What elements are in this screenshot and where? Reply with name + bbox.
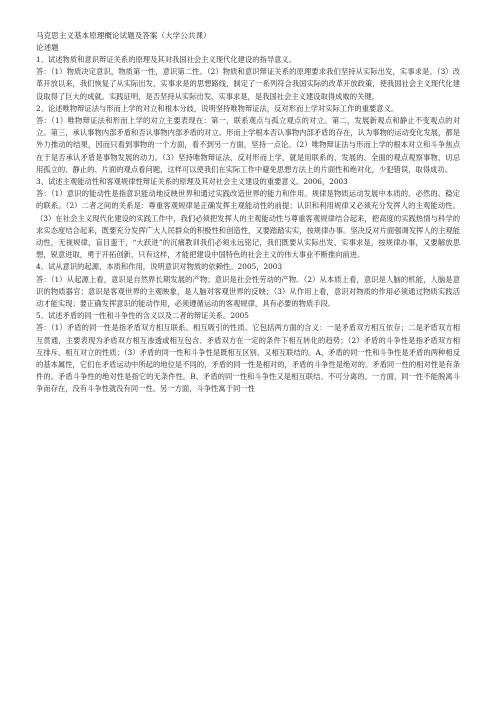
question-2: 2、论述唯物辩证法与形而上学的对立和根本分歧，说明坚持唯物辩证法，反对形而上学对实际工作的重要意义。 (36, 103, 399, 113)
answer-3: 答：（1）意识的能动性是指意识能动地反映世界和通过实践改造世界的能力和作用。规律是物质运动发展中本质的、必然的、稳定的联系。（2）二者之间的关系是：尊重客观规律是正确发挥主观能动性的前提；认识和利用规律又必须充分发挥人的主观能动性。（3）在社会主义现代化建设的实践工作中，我们必须把发挥人的主观能动性与尊重客观规律结合起来，把高度的实践热情与科学的求实态度结合起来，既要充分发挥广大人民群众的积极性和创造性，又要踏踏实实，按规律办事。坚决反对片面强调发挥人的主观能动性，无视规律，盲目蛮干，“大跃进”的沉痛教训我们必须永远铭记，我们既要从实际出发、实事求是，按规律办事，又要解放思想，锐意进取，勇于开拓创新，只有这样，才能把建设中国特色的社会主义的伟大事业不断推向前进。 (36, 189, 460, 260)
document-title: 马克思主义基本原理概论试题及答案（大学公共课） (36, 31, 211, 40)
question-1: 1、试述物质和意识辩证关系的原理及其对我国社会主义现代化建设的指导意义。 (36, 55, 297, 64)
question-4: 4、试从意识的起源、本质和作用，说明意识对物质的依赖性。2005，2003 (36, 262, 283, 272)
answer-2: 答：（1）唯物辩证法和形而上学的对立主要表现在：第一，联系观点与孤立观点的对立。第二，发展新观点和静止不变观点的对立。第三，承认事物内部矛盾和否认事物内部矛盾的对立。形而上学根本否认事物内部矛盾的存在，认为事物的运动变化发展，都是外力推动的结果，因而只看到事物的一个方面，看不到另一方面，坚持一点论。（2）唯物辩证法与形而上学的根本对立和斗争焦点在于是否承认矛盾是事物发展的动力。（3）坚持唯物辩证法，反对形而上学，就是用联系的、发展的、全面的观点观察事物，切忌用孤立的、静止的、片面的观点看问题，这样可以使我们在实际工作中避免思想方法上的片面性和绝对化，少犯错误，取得成功。 (36, 116, 460, 174)
section-heading: 论述题 (36, 43, 59, 52)
question-5: 5、试述矛盾的同一性和斗争性的含义以及二者的辩证关系。2005 (36, 311, 249, 321)
question-3: 3、试述主观能动性和客观规律性辩证关系的原理及其对社会主义建设的重要意义。2006，2003 (36, 177, 348, 187)
answer-1: 答：（1）物质决定意识，物质第一性，意识第二性。（2）物质和意识辩证关系的原理要求我们坚持从实际出发，实事求是。（3）改革开放以来，我们恢复了从实际出发、实事求是的思想路线，制定了一系列符合我国实际的改革开放政策，使我国社会主义现代化建设取得了巨大的成就。实践证明，是否坚持从实际出发、实事求是，是我国社会主义建设取得成败的关键。 (36, 67, 460, 101)
answer-5: 答：（1）矛盾的同一性是指矛盾双方相互联系、相互吸引的性质。它包括两方面的含义：一是矛盾双方相互依存；二是矛盾双方相互贯通，主要表现为矛盾双方相互渗透或相互包含、矛盾双方在一定的条件下相互转化的趋势；（2）矛盾的斗争性是指矛盾双方相互排斥、相互对立的性质；（3）矛盾的同一性和斗争性是既相互区别、又相互联结的。A、矛盾的同一性和斗争性是矛盾的两种相反的基本属性，它们在矛盾运动中所起的地位是不同的，矛盾的同一性是相对的，矛盾的斗争性是绝对的。矛盾同一性的相对性是有条件的。矛盾斗争性的绝对性是指它的无条件性。B、矛盾的同一性和斗争性又是相互联结、不可分离的。一方面，同一性不能脱离斗争而存在，没有斗争性就没有同一性。另一方面，斗争性寓于同一性 (36, 323, 460, 394)
answer-4: 答：（1）从起源上看，意识是自然界长期发展的产物；意识是社会性劳动的产物。（2）从本质上看，意识是人脑的机能，人脑是意识的物质器官；意识是客观世界的主观映象，是人脑对客观世界的反映；（3）从作用上看，意识对物质的作用必须通过物质实践活动才能实现；要正确发挥意识的能动作用，必须遵循运动的客观规律，具有必要的物质手段。 (36, 274, 460, 309)
